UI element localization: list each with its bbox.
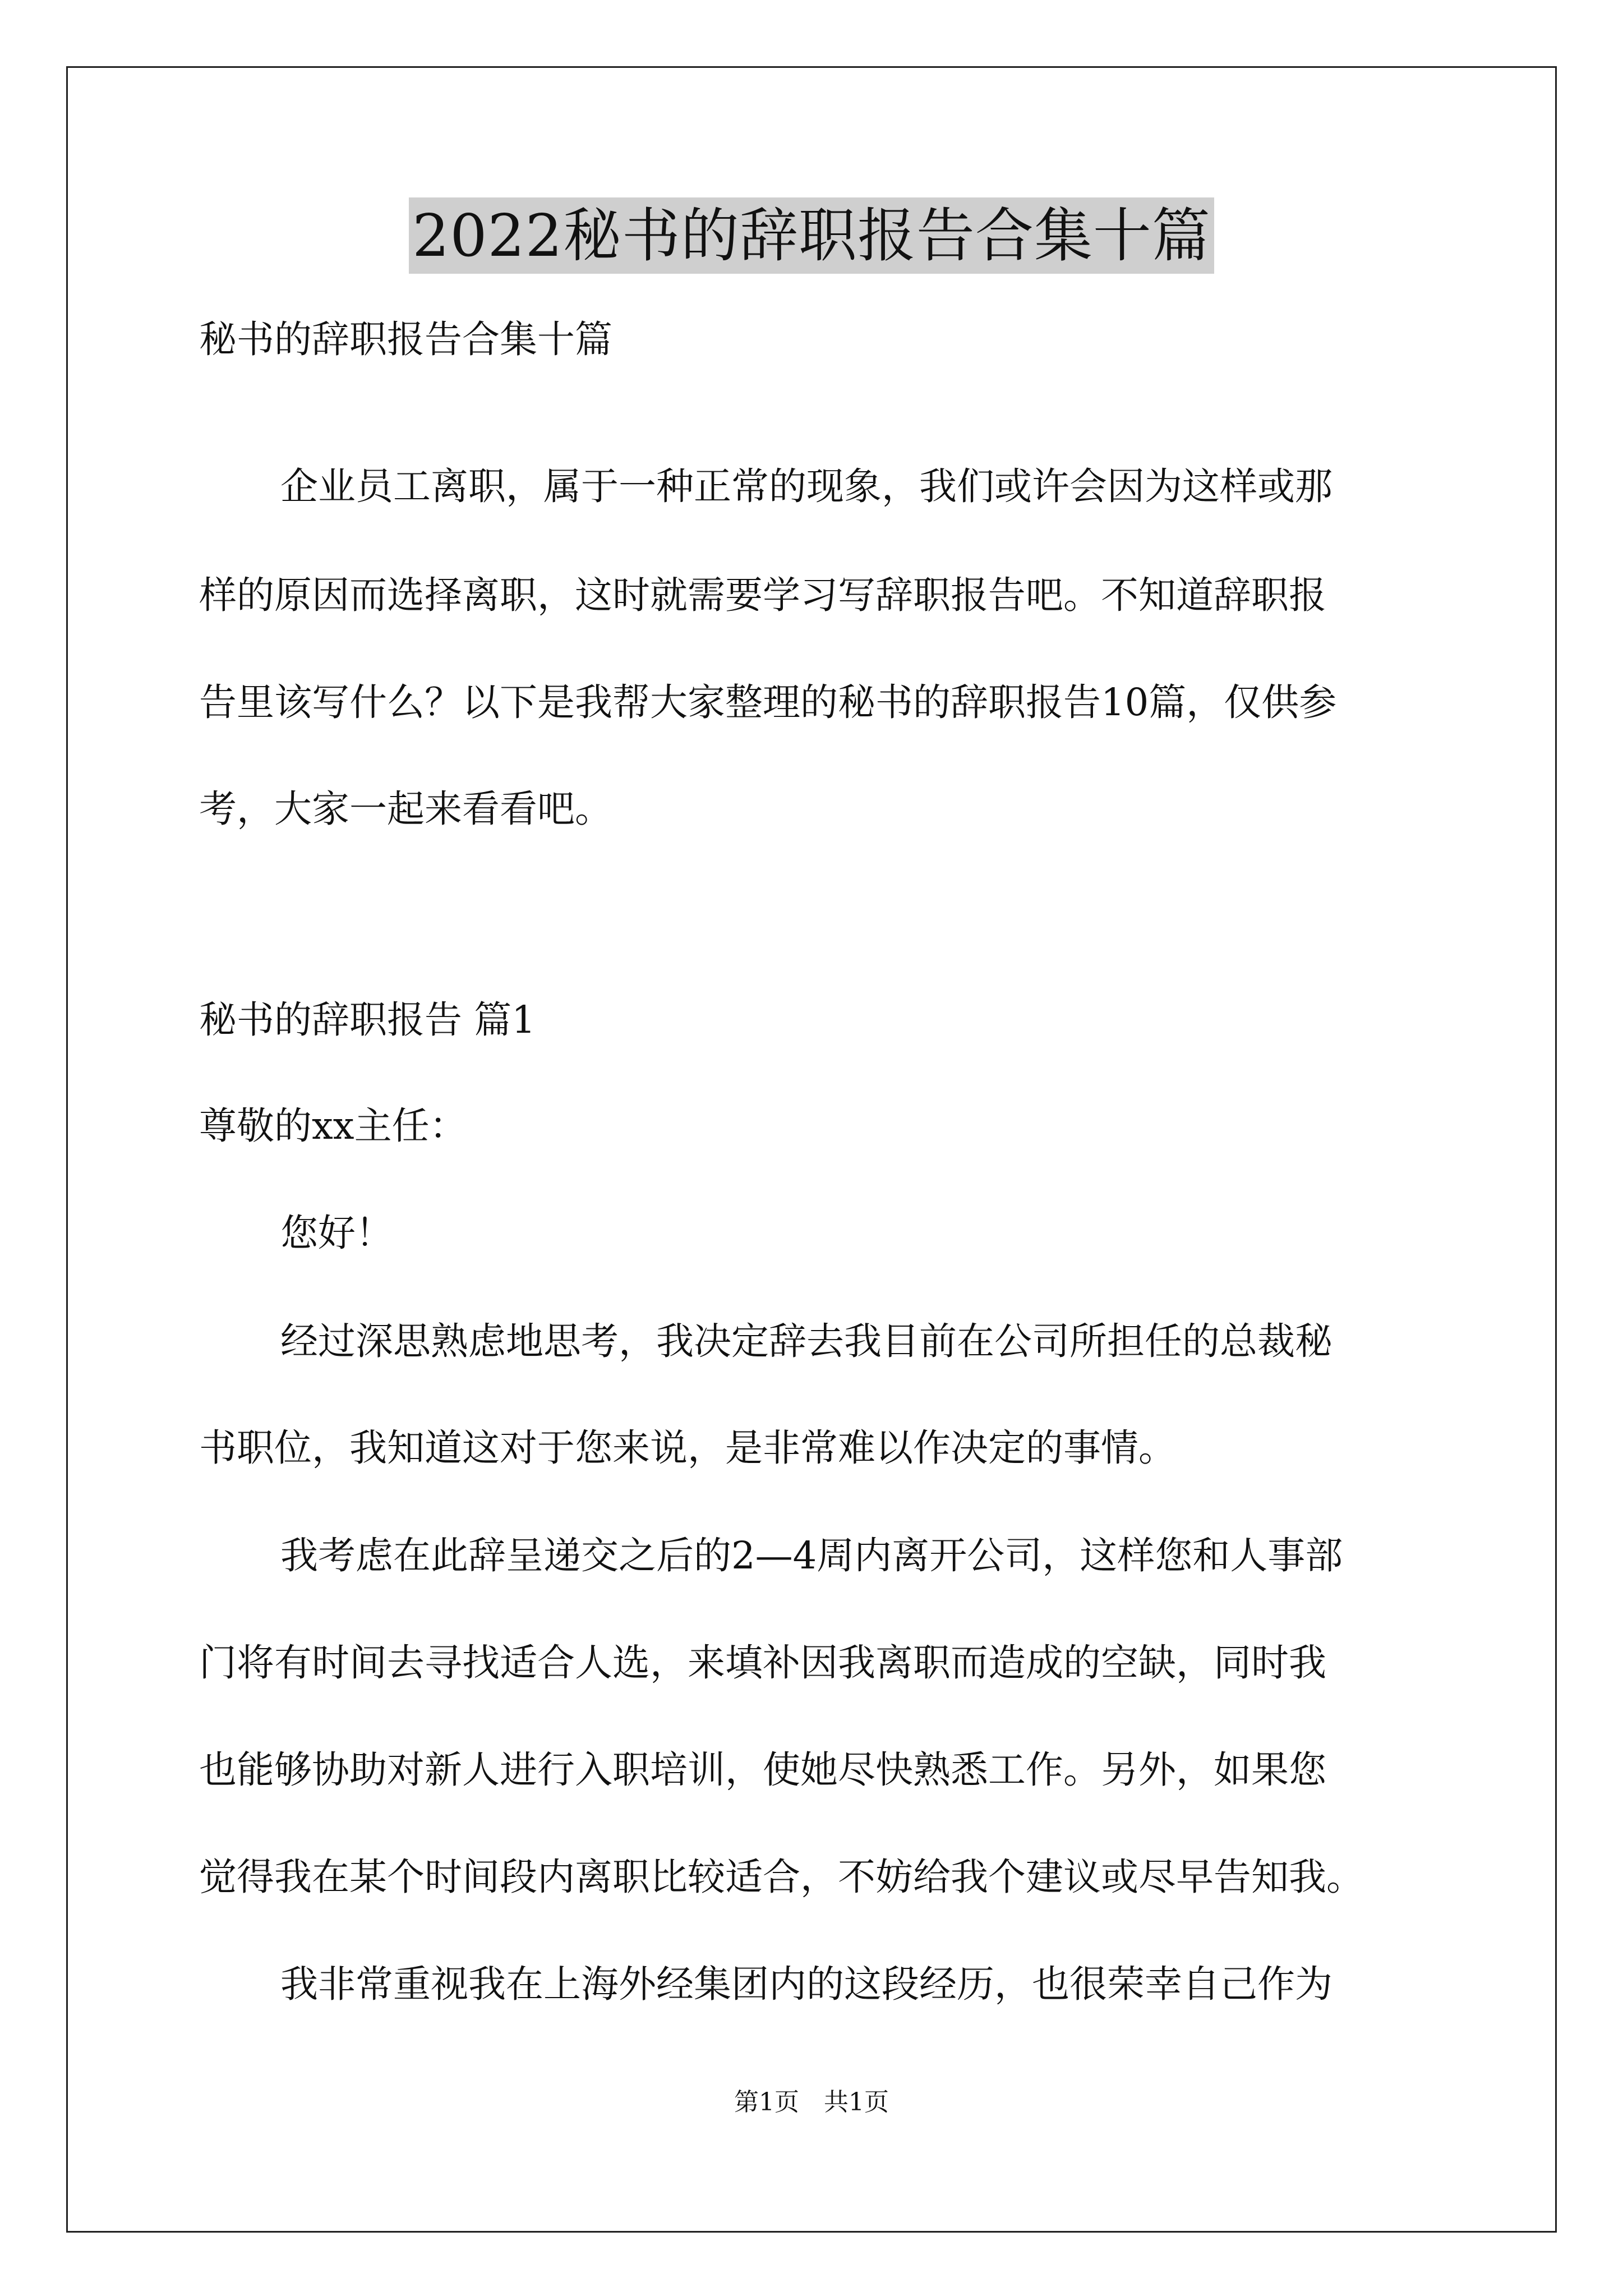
greeting: 您好！ [280,1211,393,1255]
para2-line-2: 门将有时间去寻找适合人选，来填补因我离职而造成的空缺，同时我 [199,1641,1326,1685]
para1-line-2: 书职位，我知道这对于您来说，是非常难以作决定的事情。 [199,1426,1176,1470]
page-number: 第1页 共1页 [734,2088,889,2116]
intro-line-1: 企业员工离职，属于一种正常的现象，我们或许会因为这样或那 [280,464,1332,508]
document-title: 2022秘书的辞职报告合集十篇 [409,197,1214,274]
para3-line-1: 我非常重视我在上海外经集团内的这段经历，也很荣幸自己作为 [280,1962,1332,2006]
section-heading: 秘书的辞职报告 篇1 [199,998,536,1042]
para2-line-4: 觉得我在某个时间段内离职比较适合，不妨给我个建议或尽早告知我。 [199,1855,1364,1899]
para1-line-1: 经过深思熟虑地思考，我决定辞去我目前在公司所担任的总裁秘 [280,1319,1332,1363]
document-subtitle: 秘书的辞职报告合集十篇 [199,318,612,361]
salutation: 尊敬的xx主任： [199,1104,467,1148]
intro-line-3: 告里该写什么？以下是我帮大家整理的秘书的辞职报告10篇，仅供参 [199,680,1337,724]
intro-line-4: 考，大家一起来看看吧。 [199,787,612,831]
para2-line-3: 也能够协助对新人进行入职培训，使她尽快熟悉工作。另外，如果您 [199,1748,1326,1792]
title-container [0,197,1623,274]
para2-line-1: 我考虑在此辞呈递交之后的2—4周内离开公司，这样您和人事部 [280,1534,1343,1577]
intro-line-2: 样的原因而选择离职，这时就需要学习写辞职报告吧。不知道辞职报 [199,573,1326,617]
